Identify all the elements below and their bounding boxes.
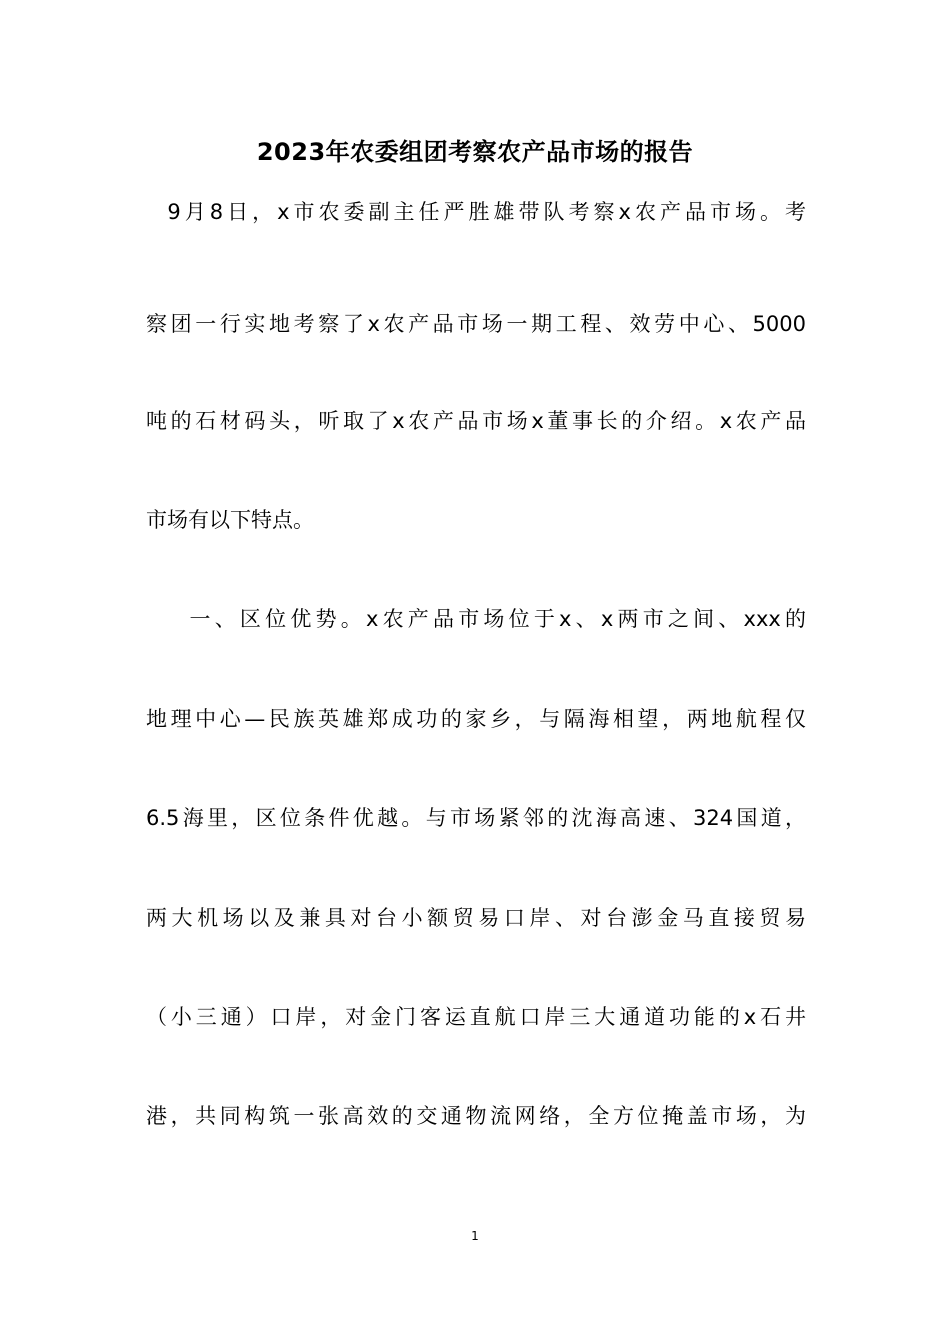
paragraph-line: 市场有以下特点。	[146, 508, 314, 532]
paragraph-line: 6.5海里，区位条件优越。与市场紧邻的沈海高速、324国道，	[146, 806, 806, 830]
page-number: 1	[471, 1229, 479, 1243]
paragraph-line: 地理中心—民族英雄郑成功的家乡，与隔海相望，两地航程仅	[146, 707, 806, 731]
paragraph-line: 9月8日，x市农委副主任严胜雄带队考察x农产品市场。考	[146, 200, 806, 224]
paragraph-line: 吨的石材码头，听取了x农产品市场x董事长的介绍。x农产品	[146, 409, 806, 433]
paragraph-line: 港，共同构筑一张高效的交通物流网络，全方位掩盖市场，为	[146, 1104, 806, 1128]
document-title: 2023年农委组团考察农产品市场的报告	[256, 138, 694, 166]
paragraph-line: 一、区位优势。x农产品市场位于x、x两市之间、xxx的	[146, 607, 807, 631]
paragraph-line: 察团一行实地考察了x农产品市场一期工程、效劳中心、5000	[146, 312, 806, 336]
paragraph-line: 两大机场以及兼具对台小额贸易口岸、对台澎金马直接贸易	[146, 906, 806, 930]
paragraph-line: （小三通）口岸，对金门客运直航口岸三大通道功能的x石井	[146, 1005, 806, 1029]
